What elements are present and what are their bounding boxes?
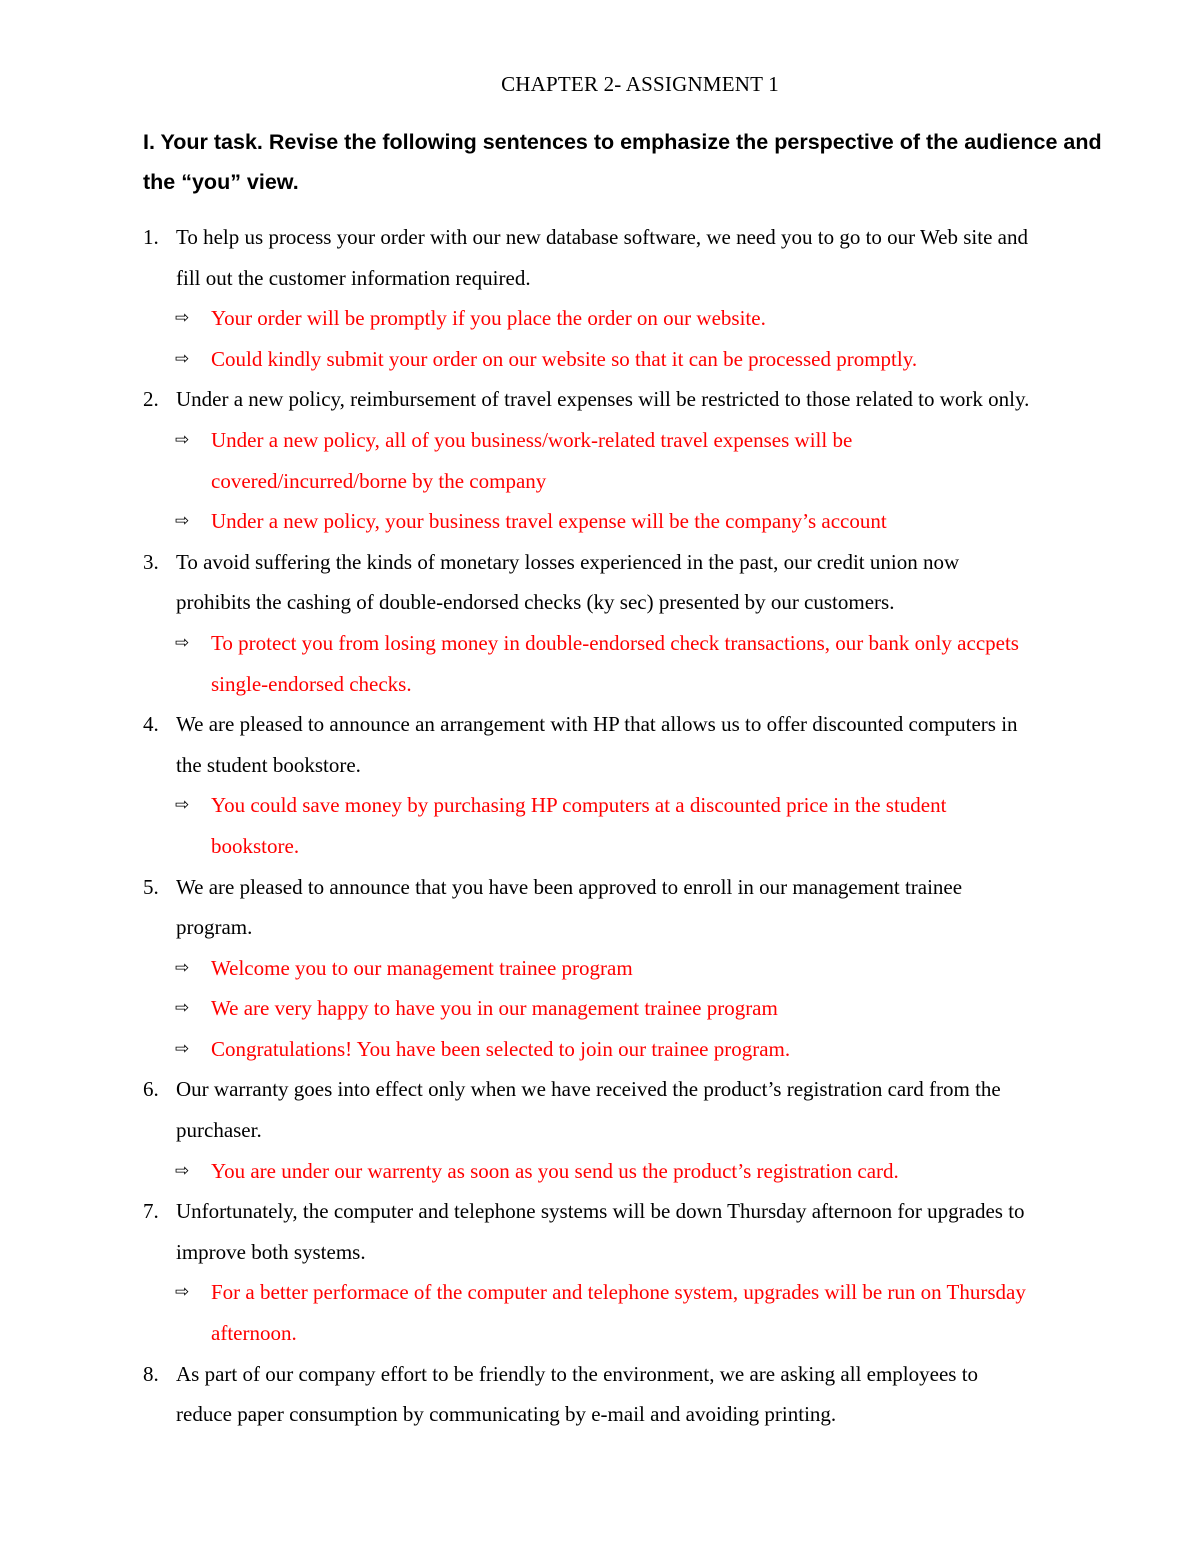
sentence-text: purchaser. (176, 1118, 262, 1143)
sentence-text: the student bookstore. (176, 752, 361, 777)
item-number: 1. (143, 225, 159, 249)
sentence-text: Unfortunately, the computer and telephone systems will be down Thursday afternoon for upgrades to (176, 1199, 1025, 1224)
sentence-text: reduce paper consumption by communicating by e-mail and avoiding printing. (176, 1402, 837, 1427)
item-number: 8. (143, 1361, 159, 1386)
sentence-line-first (143, 1191, 1143, 1232)
sentence-line (143, 907, 1143, 948)
sentence-list (143, 217, 1143, 1435)
arrow-icon: ⇨ (175, 1282, 190, 1303)
revised-answer-line (143, 826, 1143, 867)
list-item (143, 867, 1143, 1070)
revised-answer-line (143, 461, 1143, 502)
revised-answer-line (143, 420, 1143, 461)
item-number: 6. (143, 1077, 159, 1102)
item-number: 7. (143, 1199, 159, 1224)
item-number: 2. (143, 387, 159, 412)
arrow-icon: ⇨ (175, 1038, 190, 1059)
sentence-text: prohibits the cashing of double-endorsed checks (ky sec) presented by our customers. (176, 590, 895, 615)
sentence-text: As part of our company effort to be friendly to the environment, we are asking all employees to (176, 1361, 979, 1386)
revised-answer-line (143, 948, 1143, 989)
arrow-icon: ⇨ (175, 308, 190, 329)
arrow-icon: ⇨ (175, 632, 190, 653)
list-item (143, 1354, 1143, 1435)
sentence-line-first (143, 542, 1143, 583)
revised-answer-line (143, 623, 1143, 664)
sentence-text: program. (176, 915, 253, 940)
revised-answer-line (143, 339, 1143, 380)
answer-text: To protect you from losing money in double-endorsed check transactions, our bank only accpets (211, 630, 1019, 655)
sentence-line-first (143, 867, 1143, 908)
sentence-line-first (143, 217, 1143, 258)
sentence-line (143, 1394, 1143, 1435)
revised-answer-line (143, 501, 1143, 542)
answer-text: covered/incurred/borne by the company (211, 468, 547, 493)
sentence-line (143, 258, 1143, 299)
arrow-icon: ⇨ (175, 1160, 190, 1181)
sentence-line (143, 745, 1143, 786)
answer-text: single-endorsed checks. (211, 671, 412, 696)
arrow-icon: ⇨ (175, 348, 190, 369)
revised-answer-line (143, 664, 1143, 705)
answer-text: Under a new policy, your business travel expense will be the company’s account (211, 509, 887, 534)
answer-text: afternoon. (211, 1321, 297, 1346)
sentence-text: To avoid suffering the kinds of monetary losses experienced in the past, our credit union now (176, 549, 960, 574)
answer-text: You are under our warrenty as soon as you send us the product’s registration card. (211, 1158, 899, 1183)
sentence-line (143, 1110, 1143, 1151)
page-title: CHAPTER 2- ASSIGNMENT 1 (501, 72, 779, 96)
answer-text: We are very happy to have you in our management trainee program (211, 996, 778, 1021)
list-item (143, 1191, 1143, 1353)
sentence-text: Under a new policy, reimbursement of travel expenses will be restricted to those related to work only. (176, 387, 1030, 412)
arrow-icon: ⇨ (175, 511, 190, 532)
revised-answer-line (143, 1313, 1143, 1354)
sentence-line-first (143, 379, 1143, 420)
answer-text: For a better performace of the computer and telephone system, upgrades will be run on Thursday (211, 1280, 1026, 1305)
arrow-icon: ⇨ (175, 795, 190, 816)
revised-answer-line (143, 1272, 1143, 1313)
revised-answer-line (143, 298, 1143, 339)
revised-answer-line (143, 988, 1143, 1029)
task-instruction: I. Your task. Revise the following sentences to emphasize the perspective of the audience and the “you” view. (143, 130, 1102, 194)
arrow-icon: ⇨ (175, 429, 190, 450)
sentence-text: We are pleased to announce an arrangement with HP that allows us to offer discounted computers in (176, 712, 1018, 737)
list-item (143, 704, 1143, 866)
answer-text: Welcome you to our management trainee program (211, 955, 633, 980)
revised-answer-line (143, 1151, 1143, 1192)
sentence-text: To help us process your order with our new database software, we need you to go to our Web site and (176, 225, 1028, 249)
sentence-line (143, 1232, 1143, 1273)
revised-answer-line (143, 785, 1143, 826)
answer-text: You could save money by purchasing HP computers at a discounted price in the student (211, 793, 947, 818)
revised-answer-line (143, 1029, 1143, 1070)
arrow-icon: ⇨ (175, 998, 190, 1019)
answer-text: Could kindly submit your order on our website so that it can be processed promptly. (211, 346, 918, 371)
list-item (143, 217, 1143, 379)
answer-text: Your order will be promptly if you place the order on our website. (211, 306, 766, 331)
sentence-line-first (143, 1069, 1143, 1110)
sentence-line (143, 582, 1143, 623)
arrow-icon: ⇨ (175, 957, 190, 978)
sentence-text: We are pleased to announce that you have been approved to enroll in our management trainee (176, 874, 963, 899)
sentence-text: Our warranty goes into effect only when we have received the product’s registration card from the (176, 1077, 1001, 1102)
sentence-text: fill out the customer information required. (176, 265, 531, 290)
answer-text: Under a new policy, all of you business/work-related travel expenses will be (211, 427, 853, 452)
list-item (143, 542, 1143, 704)
answer-text: Congratulations! You have been selected to join our trainee program. (211, 1036, 791, 1061)
sentence-line-first (143, 704, 1143, 745)
item-number: 5. (143, 874, 159, 899)
list-item (143, 1069, 1143, 1191)
sentence-line-first (143, 1354, 1143, 1395)
answer-text: bookstore. (211, 833, 300, 858)
item-number: 3. (143, 549, 159, 574)
item-number: 4. (143, 712, 159, 737)
sentence-text: improve both systems. (176, 1239, 366, 1264)
list-item (143, 379, 1143, 541)
